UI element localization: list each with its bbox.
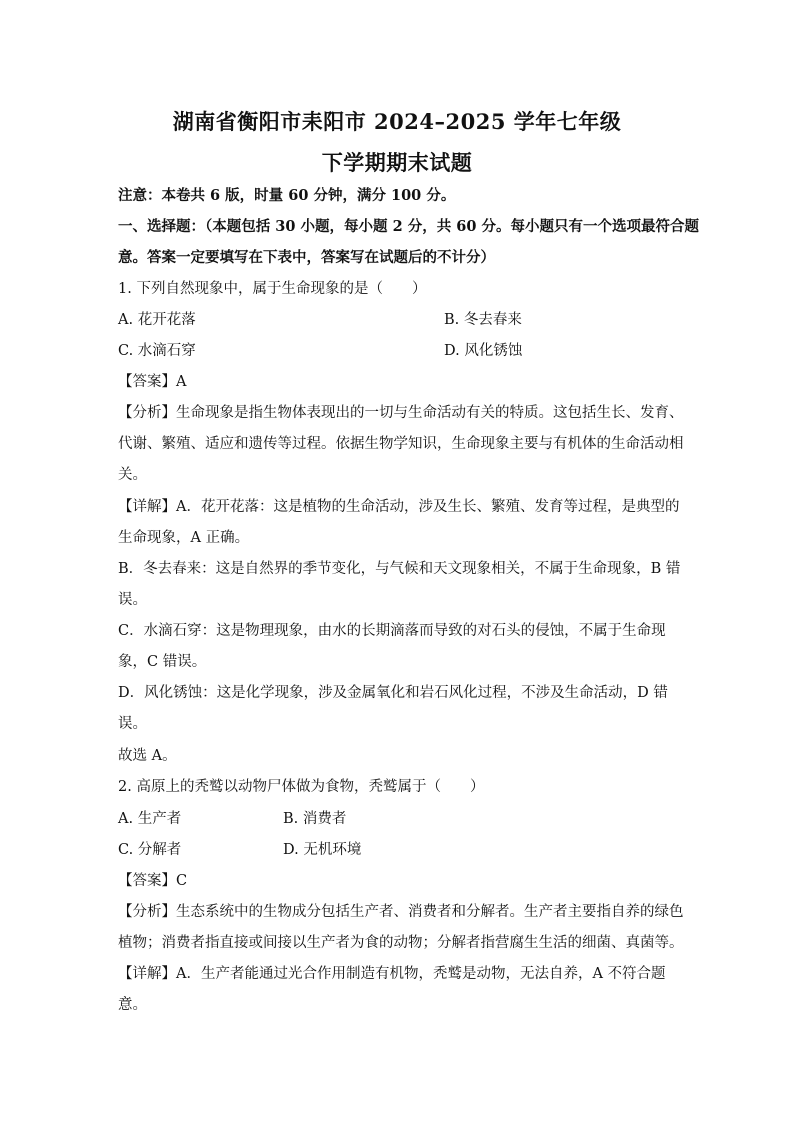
question-1-conclusion: 故选 A。	[118, 748, 177, 764]
question-1-option-a: A. 花开花落	[118, 312, 196, 328]
question-2-analysis-line2: 植物；消费者指直接或间接以生产者为食的动物；分解者指营腐生生活的细菌、真菌等。	[118, 935, 684, 951]
question-1-analysis-line3: 关。	[118, 467, 147, 483]
question-1-detail-line7: D．风化锈蚀：这是化学现象，涉及金属氧化和岩石风化过程，不涉及生命活动，D 错	[118, 685, 668, 701]
question-1-detail-line6: 象，C 错误。	[118, 654, 207, 670]
exam-notice: 注意：本卷共 6 版，时量 60 分钟，满分 100 分。	[118, 187, 456, 204]
question-2-option-c: C. 分解者	[118, 842, 182, 858]
question-1-detail-line1: 【详解】A．花开花落：这是植物的生命活动，涉及生长、繁殖、发育等过程，是典型的	[118, 499, 680, 515]
section-instructions-line2: 意。答案一定要填写在下表中，答案写在试题后的不计分）	[118, 249, 495, 266]
document-title-line2: 下学期期末试题	[321, 150, 473, 175]
question-2-detail-line2: 意。	[118, 997, 147, 1013]
question-2-option-a: A. 生产者	[118, 811, 182, 827]
question-1-option-d: D. 风化锈蚀	[444, 343, 523, 359]
question-1-detail-line4: 误。	[118, 592, 147, 608]
question-1-detail-line8: 误。	[118, 716, 147, 732]
question-2-detail-line1: 【详解】A．生产者能通过光合作用制造有机物，秃鹫是动物，无法自养，A 不符合题	[118, 966, 666, 982]
section-instructions-line1: 一、选择题：（本题包括 30 小题，每小题 2 分，共 60 分。每小题只有一个选项最符合题	[118, 218, 699, 235]
question-1-stem: 1. 下列自然现象中，属于生命现象的是（ ）	[118, 281, 427, 297]
question-1-detail-line5: C．水滴石穿：这是物理现象，由水的长期滴落而导致的对石头的侵蚀，不属于生命现	[118, 623, 666, 639]
question-2-analysis-line1: 【分析】生态系统中的生物成分包括生产者、消费者和分解者。生产者主要指自养的绿色	[118, 904, 684, 920]
question-1-detail-line3: B．冬去春来：这是自然界的季节变化，与气候和天文现象相关，不属于生命现象，B 错	[118, 561, 681, 577]
question-2-option-d: D. 无机环境	[283, 842, 362, 858]
question-1-analysis-line2: 代谢、繁殖、适应和遗传等过程。依据生物学知识，生命现象主要与有机体的生命活动相	[118, 436, 684, 452]
question-1-detail-line2: 生命现象，A 正确。	[118, 530, 250, 546]
question-2-answer: 【答案】C	[118, 873, 188, 889]
question-1-answer: 【答案】A	[118, 374, 187, 390]
question-1-option-b: B. 冬去春来	[444, 312, 522, 328]
question-1-analysis-line1: 【分析】生命现象是指生物体表现出的一切与生命活动有关的特质。这包括生长、发育、	[118, 405, 684, 421]
question-2-option-b: B. 消费者	[283, 811, 347, 827]
document-title-line1: 湖南省衡阳市耒阳市 2024–2025 学年七年级	[172, 109, 622, 134]
question-2-stem: 2. 高原上的秃鹫以动物尸体做为食物，秃鹫属于（ ）	[118, 779, 485, 795]
question-1-option-c: C. 水滴石穿	[118, 343, 196, 359]
